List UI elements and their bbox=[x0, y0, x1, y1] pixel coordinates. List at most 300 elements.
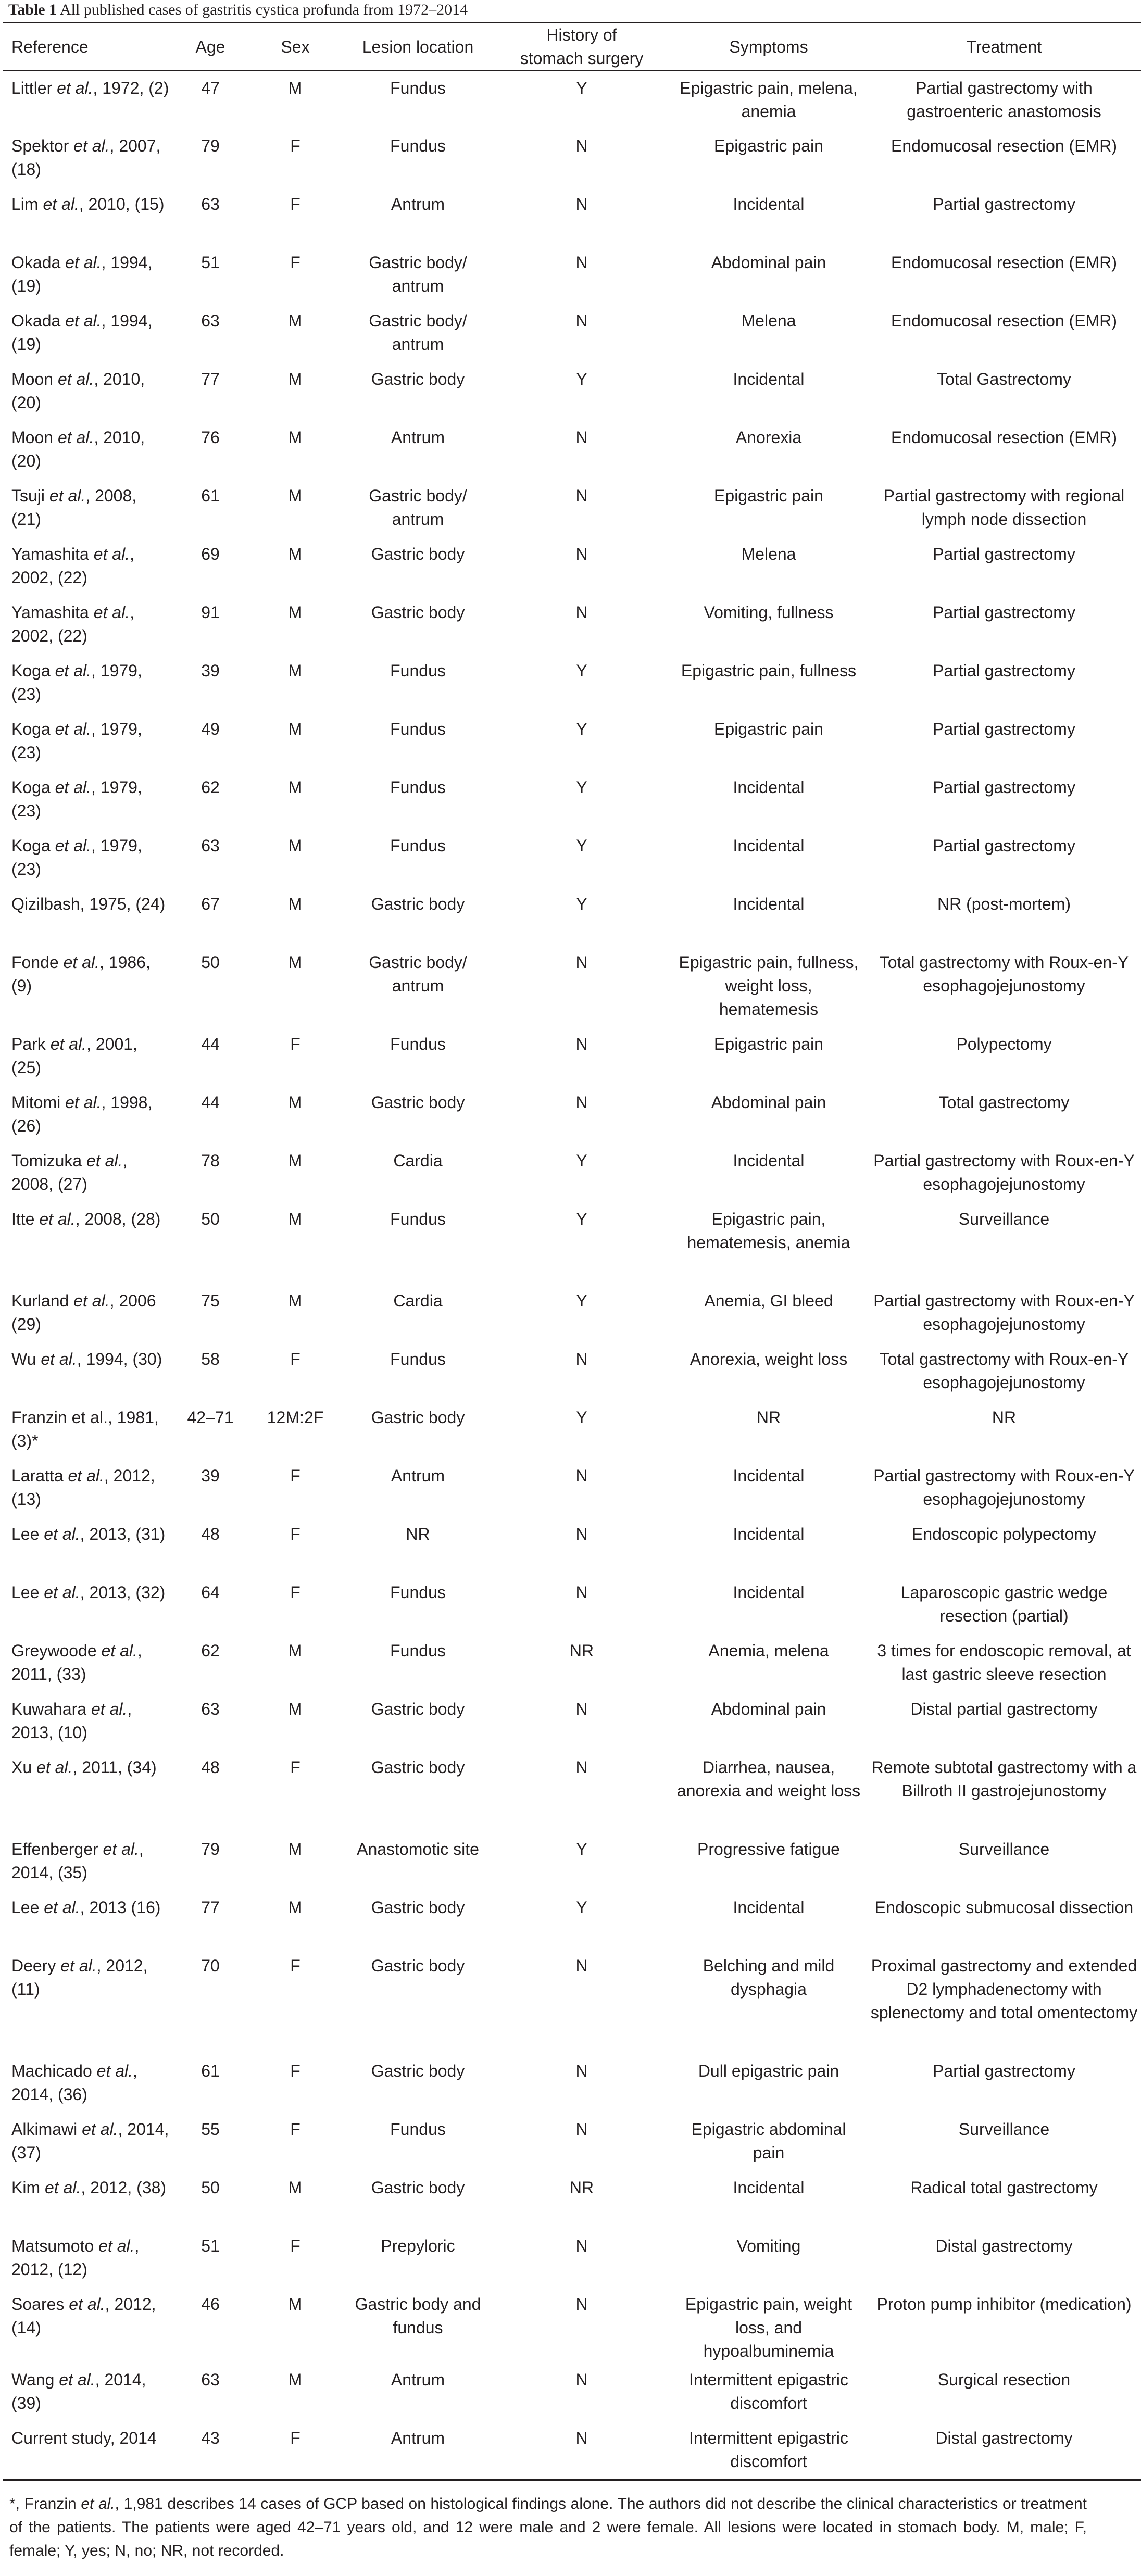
table-row bbox=[3, 421, 1141, 479]
reference-author: Kurland bbox=[11, 1291, 69, 1310]
table-title: All published cases of gastritis cystica profunda from 1972–2014 bbox=[59, 1, 468, 18]
cell-age: 63 bbox=[201, 195, 220, 213]
cell-sex: F bbox=[290, 1350, 300, 1368]
reference-etal: et al. bbox=[41, 1350, 77, 1368]
cell-symptoms: Intermittent epigastric discomfort bbox=[689, 2370, 848, 2412]
reference-citation: , 2007, (18) bbox=[11, 136, 161, 179]
reference-author: Laratta bbox=[11, 1466, 64, 1485]
cell-treatment: Surgical resection bbox=[937, 2370, 1071, 2389]
reference-author: Kuwahara bbox=[11, 1700, 87, 1718]
table-row bbox=[3, 2421, 1141, 2480]
cell-symptoms: Epigastric pain bbox=[714, 136, 823, 155]
cell-treatment: Endoscopic polypectomy bbox=[912, 1525, 1096, 1543]
cell-sex: M bbox=[288, 603, 303, 622]
table-row bbox=[3, 887, 1141, 946]
cell-age: 50 bbox=[201, 953, 220, 972]
table-row bbox=[3, 1202, 1141, 1284]
reference-author: Greywoode bbox=[11, 1641, 97, 1660]
cell-reference bbox=[3, 887, 173, 946]
reference-citation: , 2002, (22) bbox=[11, 603, 134, 645]
reference-author: Effenberger bbox=[11, 1840, 98, 1858]
cell-history: N bbox=[575, 428, 588, 447]
cell-reference bbox=[3, 1517, 173, 1576]
cell-treatment: Surveillance bbox=[958, 1840, 1050, 1858]
cell-sex: F bbox=[290, 136, 300, 155]
cell-lesion-location: Fundus bbox=[390, 2120, 446, 2139]
cell-age: 77 bbox=[201, 1898, 220, 1917]
cell-symptoms: Belching and mild dysphagia bbox=[703, 1956, 835, 1999]
cell-lesion-location: Fundus bbox=[390, 79, 446, 97]
cell-sex: M bbox=[288, 836, 303, 855]
table-row bbox=[3, 1891, 1141, 1949]
reference-author: Okada bbox=[11, 253, 61, 272]
table-row bbox=[3, 246, 1141, 304]
table-row bbox=[3, 712, 1141, 771]
reference-citation: , 2013, (10) bbox=[11, 1700, 132, 1742]
table-row bbox=[3, 596, 1141, 654]
cell-lesion-location: Gastric body bbox=[371, 1758, 465, 1777]
cell-symptoms: Incidental bbox=[733, 1583, 805, 1602]
cell-history: Y bbox=[576, 661, 587, 680]
reference-citation: , 2012, (11) bbox=[11, 1956, 148, 1999]
cell-symptoms: Incidental bbox=[733, 1151, 805, 1170]
reference-etal: et al. bbox=[65, 1093, 102, 1112]
reference-author: Yamashita bbox=[11, 603, 89, 622]
reference-etal: et al. bbox=[55, 778, 91, 797]
reference-author: Koga bbox=[11, 661, 51, 680]
cell-lesion-location: Gastric body/ antrum bbox=[369, 486, 467, 529]
cell-lesion-location: NR bbox=[406, 1525, 430, 1543]
cell-lesion-location: Fundus bbox=[390, 1641, 446, 1660]
reference-author: Itte bbox=[11, 1210, 35, 1228]
cell-lesion-location: Gastric body/ antrum bbox=[369, 311, 467, 354]
cell-reference bbox=[3, 1202, 173, 1284]
cell-treatment: Endomucosal resection (EMR) bbox=[891, 311, 1117, 330]
cell-age: 44 bbox=[201, 1093, 220, 1112]
cell-history: N bbox=[575, 2236, 588, 2255]
col-header-history-line1: History of bbox=[546, 26, 617, 44]
cell-reference bbox=[3, 2054, 173, 2113]
cell-age: 49 bbox=[201, 720, 220, 738]
cell-symptoms: Incidental bbox=[733, 2178, 805, 2197]
cell-reference bbox=[3, 1949, 173, 2054]
cell-reference bbox=[3, 1027, 173, 1086]
cell-sex: M bbox=[288, 661, 303, 680]
cell-reference bbox=[3, 1576, 173, 1634]
reference-citation: 1981, (3)* bbox=[11, 1408, 159, 1450]
cell-history: N bbox=[575, 545, 588, 563]
cell-reference bbox=[3, 712, 173, 771]
reference-etal: et al. bbox=[44, 1898, 80, 1917]
cell-lesion-location: Gastric body bbox=[371, 1956, 465, 1975]
reference-citation: , 2012, (12) bbox=[11, 2236, 140, 2279]
reference-author: Lee bbox=[11, 1583, 40, 1602]
reference-author: Matsumoto bbox=[11, 2236, 94, 2255]
cell-treatment: Partial gastrectomy bbox=[933, 2062, 1075, 2080]
reference-citation: , 2006 (29) bbox=[11, 1291, 156, 1334]
table-row bbox=[3, 362, 1141, 421]
cell-age: 62 bbox=[201, 778, 220, 797]
cell-sex: M bbox=[288, 1840, 303, 1858]
cell-history: Y bbox=[576, 1898, 587, 1917]
cell-treatment: Partial gastrectomy with Roux-en-Y esophagojejunostomy bbox=[873, 1151, 1135, 1193]
cell-history: Y bbox=[576, 895, 587, 913]
cell-history: N bbox=[575, 253, 588, 272]
cell-sex: F bbox=[290, 195, 300, 213]
reference-author: Koga bbox=[11, 836, 51, 855]
reference-author: Tsuji bbox=[11, 486, 45, 505]
reference-author: Okada bbox=[11, 311, 61, 330]
footnote-prefix: *, Franzin bbox=[9, 2495, 81, 2512]
cell-history: N bbox=[575, 195, 588, 213]
cell-reference bbox=[3, 1891, 173, 1949]
reference-etal: et al. bbox=[93, 603, 130, 622]
cell-lesion-location: Antrum bbox=[391, 195, 445, 213]
table-row bbox=[3, 2363, 1141, 2421]
reference-etal: et al. bbox=[73, 1291, 110, 1310]
cell-sex: F bbox=[290, 2062, 300, 2080]
table-row bbox=[3, 1459, 1141, 1517]
cell-lesion-location: Gastric body and fundus bbox=[355, 2295, 481, 2337]
cell-reference bbox=[3, 596, 173, 654]
table-row bbox=[3, 1086, 1141, 1144]
reference-author: Franzin et al., bbox=[11, 1408, 112, 1427]
cell-symptoms: Epigastric pain, hematemesis, anemia bbox=[687, 1210, 850, 1252]
cell-reference bbox=[3, 1086, 173, 1144]
table-row bbox=[3, 2288, 1141, 2363]
cell-reference bbox=[3, 1401, 173, 1459]
cell-treatment: Partial gastrectomy bbox=[933, 661, 1075, 680]
cell-treatment: Partial gastrectomy bbox=[933, 720, 1075, 738]
reference-etal: et al. bbox=[49, 486, 86, 505]
cell-reference bbox=[3, 771, 173, 829]
cell-treatment: Partial gastrectomy bbox=[933, 778, 1075, 797]
cell-age: 69 bbox=[201, 545, 220, 563]
cell-reference bbox=[3, 1832, 173, 1891]
cell-symptoms: Incidental bbox=[733, 1466, 805, 1485]
reference-etal: et al. bbox=[98, 2236, 135, 2255]
table-row bbox=[3, 1751, 1141, 1832]
cell-reference bbox=[3, 1692, 173, 1751]
cell-symptoms: Melena bbox=[741, 545, 796, 563]
cell-history: N bbox=[575, 1350, 588, 1368]
cell-sex: M bbox=[288, 1700, 303, 1718]
cell-age: 79 bbox=[201, 136, 220, 155]
cell-lesion-location: Antrum bbox=[391, 2429, 445, 2447]
reference-author: Spektor bbox=[11, 136, 69, 155]
cell-reference bbox=[3, 1342, 173, 1401]
reference-author: Machicado bbox=[11, 2062, 92, 2080]
cell-age: 61 bbox=[201, 486, 220, 505]
table-row bbox=[3, 479, 1141, 537]
cell-symptoms: Incidental bbox=[733, 836, 805, 855]
reference-etal: et al. bbox=[103, 1840, 139, 1858]
cell-history: Y bbox=[576, 1151, 587, 1170]
reference-citation: , 1998, (26) bbox=[11, 1093, 153, 1135]
cell-sex: F bbox=[290, 1583, 300, 1602]
cell-symptoms: Incidental bbox=[733, 1898, 805, 1917]
cell-sex: M bbox=[288, 2370, 303, 2389]
cell-history: Y bbox=[576, 1210, 587, 1228]
cell-sex: F bbox=[290, 1525, 300, 1543]
reference-etal: et al. bbox=[82, 2120, 118, 2139]
cell-symptoms: Epigastric pain bbox=[714, 1035, 823, 1053]
cell-sex: F bbox=[290, 1035, 300, 1053]
cell-reference bbox=[3, 1144, 173, 1202]
reference-author: Lee bbox=[11, 1525, 40, 1543]
cell-symptoms: Incidental bbox=[733, 370, 805, 388]
table-row bbox=[3, 304, 1141, 362]
cell-symptoms: Anorexia bbox=[735, 428, 802, 447]
cell-age: 39 bbox=[201, 1466, 220, 1485]
cell-treatment: Laparoscopic gastric wedge resection (partial) bbox=[900, 1583, 1108, 1625]
cell-treatment: Surveillance bbox=[958, 1210, 1050, 1228]
reference-citation: , 1979, (23) bbox=[11, 778, 142, 820]
table-body bbox=[3, 71, 1141, 2480]
reference-citation: , 1994, (19) bbox=[11, 253, 153, 295]
cell-sex: F bbox=[290, 2120, 300, 2139]
cell-history: Y bbox=[576, 1840, 587, 1858]
cell-lesion-location: Gastric body bbox=[371, 2062, 465, 2080]
cell-symptoms: Epigastric pain bbox=[714, 486, 823, 505]
reference-citation: , 1979, (23) bbox=[11, 836, 142, 878]
table-row bbox=[3, 187, 1141, 246]
reference-etal: et al. bbox=[63, 953, 99, 972]
reference-author: Wang bbox=[11, 2370, 55, 2389]
cell-lesion-location: Gastric body/ antrum bbox=[369, 953, 467, 995]
cell-history: Y bbox=[576, 1291, 587, 1310]
table-row bbox=[3, 129, 1141, 187]
reference-citation: , 2014, (36) bbox=[11, 2062, 137, 2104]
table-row bbox=[3, 1634, 1141, 1692]
footnote-text: , 1,981 describes 14 cases of GCP based on histological findings alone. The authors did not describe the clinical characteristics or treatment of the patients. The patients were aged 42–71 years old, and 12 were male and 2 were female. All lesions were located in stomach body. M, male; F, female; Y, yes; N, no; NR, not recorded. bbox=[9, 2495, 1087, 2559]
table-row bbox=[3, 1832, 1141, 1891]
cell-sex: M bbox=[288, 1291, 303, 1310]
reference-citation: , 2014, (35) bbox=[11, 1840, 144, 1882]
cell-symptoms: Vomiting, fullness bbox=[704, 603, 834, 622]
reference-etal: et al. bbox=[65, 253, 102, 272]
cell-age: 63 bbox=[201, 1700, 220, 1718]
cell-lesion-location: Fundus bbox=[390, 720, 446, 738]
cell-lesion-location: Anastomotic site bbox=[357, 1840, 479, 1858]
reference-citation: , 2010, (15) bbox=[79, 195, 165, 213]
cell-history: N bbox=[575, 1583, 588, 1602]
cell-symptoms: Anorexia, weight loss bbox=[689, 1350, 848, 1368]
reference-citation: , 2008, (28) bbox=[75, 1210, 161, 1228]
cell-treatment: 3 times for endoscopic removal, at last gastric sleeve resection bbox=[877, 1641, 1131, 1683]
cell-lesion-location: Fundus bbox=[390, 1210, 446, 1228]
table-row bbox=[3, 1284, 1141, 1342]
cell-treatment: Proximal gastrectomy and extended D2 lymphadenectomy with splenectomy and total omentectomy bbox=[870, 1956, 1138, 2022]
reference-etal: et al. bbox=[60, 1956, 97, 1975]
cell-symptoms: Epigastric pain, weight loss, and hypoalbuminemia bbox=[685, 2295, 852, 2360]
reference-etal: et al. bbox=[36, 1758, 73, 1777]
table-row bbox=[3, 654, 1141, 712]
cell-reference bbox=[3, 537, 173, 596]
reference-author: Qizilbash, bbox=[11, 895, 85, 913]
reference-etal: et al. bbox=[69, 2295, 105, 2314]
reference-citation: , 2010, (20) bbox=[11, 370, 145, 412]
reference-etal: et al. bbox=[57, 428, 94, 447]
reference-citation: , 2002, (22) bbox=[11, 545, 134, 587]
cell-treatment: Remote subtotal gastrectomy with a Billroth II gastrojejunostomy bbox=[871, 1758, 1137, 1800]
reference-etal: et al. bbox=[73, 136, 110, 155]
cell-sex: F bbox=[290, 253, 300, 272]
cell-age: 91 bbox=[201, 603, 220, 622]
reference-author: Tomizuka bbox=[11, 1151, 82, 1170]
cell-reference bbox=[3, 2421, 173, 2480]
cell-history: N bbox=[575, 1758, 588, 1777]
cell-sex: M bbox=[288, 720, 303, 738]
reference-author: Koga bbox=[11, 778, 51, 797]
cell-age: 42–71 bbox=[187, 1408, 234, 1427]
reference-etal: et al. bbox=[43, 195, 79, 213]
reference-etal: et al. bbox=[65, 311, 102, 330]
cell-symptoms: Abdominal pain bbox=[711, 1700, 826, 1718]
reference-etal: et al. bbox=[86, 1151, 123, 1170]
cell-lesion-location: Gastric body bbox=[371, 895, 465, 913]
col-header-age: Age bbox=[195, 37, 225, 56]
cell-history: N bbox=[575, 953, 588, 972]
reference-author: Koga bbox=[11, 720, 51, 738]
cell-treatment: Distal gastrectomy bbox=[935, 2236, 1073, 2255]
table-row bbox=[3, 1144, 1141, 1202]
col-header-treatment: Treatment bbox=[966, 37, 1042, 56]
cell-reference bbox=[3, 479, 173, 537]
reference-author: Moon bbox=[11, 370, 54, 388]
cell-symptoms: Epigastric abdominal pain bbox=[691, 2120, 846, 2162]
table-row bbox=[3, 2171, 1141, 2229]
cell-lesion-location: Gastric body bbox=[371, 545, 465, 563]
cell-age: 63 bbox=[201, 311, 220, 330]
reference-citation: , 2014, (39) bbox=[11, 2370, 146, 2412]
cell-reference bbox=[3, 2113, 173, 2171]
cell-symptoms: Incidental bbox=[733, 895, 805, 913]
cell-lesion-location: Fundus bbox=[390, 1583, 446, 1602]
col-header-symptoms: Symptoms bbox=[729, 37, 808, 56]
cell-sex: M bbox=[288, 1898, 303, 1917]
cell-symptoms: Vomiting bbox=[736, 2236, 801, 2255]
cell-treatment: Surveillance bbox=[958, 2120, 1050, 2139]
table-row bbox=[3, 946, 1141, 1027]
cell-age: 44 bbox=[201, 1035, 220, 1053]
reference-author: Moon bbox=[11, 428, 54, 447]
col-header-history-line2: stomach surgery bbox=[520, 49, 644, 68]
cell-treatment: Total gastrectomy with Roux-en-Y esophagojejunostomy bbox=[879, 1350, 1129, 1392]
table-row bbox=[3, 2054, 1141, 2113]
cell-history: N bbox=[575, 2429, 588, 2447]
reference-etal: et al. bbox=[68, 1466, 104, 1485]
cell-sex: M bbox=[288, 311, 303, 330]
cell-history: N bbox=[575, 136, 588, 155]
cell-reference bbox=[3, 2171, 173, 2229]
reference-citation: , 2012, (13) bbox=[11, 1466, 155, 1509]
cell-sex: M bbox=[288, 2178, 303, 2197]
cell-sex: M bbox=[288, 2295, 303, 2314]
cell-age: 70 bbox=[201, 1956, 220, 1975]
cell-history: Y bbox=[576, 778, 587, 797]
cell-reference bbox=[3, 421, 173, 479]
cell-reference bbox=[3, 2229, 173, 2288]
cell-treatment: Total gastrectomy with Roux-en-Y esophagojejunostomy bbox=[879, 953, 1129, 995]
reference-etal: et al. bbox=[57, 79, 93, 97]
cell-treatment: Distal partial gastrectomy bbox=[910, 1700, 1098, 1718]
reference-citation: , 2013, (31) bbox=[80, 1525, 166, 1543]
cell-lesion-location: Fundus bbox=[390, 778, 446, 797]
cell-sex: M bbox=[288, 1641, 303, 1660]
cell-age: 48 bbox=[201, 1525, 220, 1543]
cell-history: Y bbox=[576, 720, 587, 738]
cell-reference bbox=[3, 829, 173, 887]
cell-symptoms: Incidental bbox=[733, 778, 805, 797]
cell-symptoms: Abdominal pain bbox=[711, 253, 826, 272]
reference-citation: , 1972, (2) bbox=[93, 79, 169, 97]
cell-symptoms: Epigastric pain bbox=[714, 720, 823, 738]
reference-citation: 1975, (24) bbox=[84, 895, 166, 913]
cell-history: N bbox=[575, 1700, 588, 1718]
table-row bbox=[3, 71, 1141, 129]
cell-sex: M bbox=[288, 370, 303, 388]
cell-history: N bbox=[575, 1525, 588, 1543]
cell-age: 62 bbox=[201, 1641, 220, 1660]
cell-symptoms: NR bbox=[756, 1408, 781, 1427]
cell-age: 75 bbox=[201, 1291, 220, 1310]
cell-history: N bbox=[575, 1466, 588, 1485]
cell-age: 63 bbox=[201, 2370, 220, 2389]
table-row bbox=[3, 1401, 1141, 1459]
cell-treatment: Partial gastrectomy with gastroenteric anastomosis bbox=[907, 79, 1101, 121]
cell-reference bbox=[3, 1459, 173, 1517]
reference-citation: , 1994, (30) bbox=[77, 1350, 162, 1368]
table-row bbox=[3, 1342, 1141, 1401]
reference-citation: , 2010, (20) bbox=[11, 428, 145, 470]
cell-treatment: Proton pump inhibitor (medication) bbox=[876, 2295, 1132, 2314]
cell-age: 51 bbox=[201, 253, 220, 272]
cell-age: 76 bbox=[201, 428, 220, 447]
cell-history: N bbox=[575, 486, 588, 505]
cell-lesion-location: Antrum bbox=[391, 2370, 445, 2389]
cell-lesion-location: Fundus bbox=[390, 1035, 446, 1053]
cell-age: 67 bbox=[201, 895, 220, 913]
reference-etal: et al. bbox=[91, 1700, 128, 1718]
cell-age: 61 bbox=[201, 2062, 220, 2080]
cell-lesion-location: Gastric body bbox=[371, 2178, 465, 2197]
reference-etal: et al. bbox=[55, 661, 91, 680]
cell-age: 47 bbox=[201, 79, 220, 97]
table-label: Table 1 bbox=[8, 1, 57, 18]
cell-treatment: Partial gastrectomy with Roux-en-Y esophagojejunostomy bbox=[873, 1466, 1135, 1509]
cell-age: 50 bbox=[201, 2178, 220, 2197]
cell-treatment: Distal gastrectomy bbox=[935, 2429, 1073, 2447]
table-caption bbox=[3, 0, 1092, 22]
col-header-lesion-location: Lesion location bbox=[362, 37, 474, 56]
cell-history: Y bbox=[576, 1408, 587, 1427]
cell-treatment: Partial gastrectomy with regional lymph node dissection bbox=[883, 486, 1125, 529]
cell-treatment: NR bbox=[992, 1408, 1017, 1427]
cell-treatment: Partial gastrectomy bbox=[933, 545, 1075, 563]
cell-lesion-location: Fundus bbox=[390, 136, 446, 155]
reference-citation: , 2001, (25) bbox=[11, 1035, 137, 1077]
reference-author: Deery bbox=[11, 1956, 56, 1975]
col-header-history bbox=[493, 23, 670, 71]
reference-author: Lee bbox=[11, 1898, 40, 1917]
reference-etal: et al. bbox=[101, 1641, 137, 1660]
cell-sex: M bbox=[288, 428, 303, 447]
reference-etal: et al. bbox=[93, 545, 130, 563]
cell-history: Y bbox=[576, 836, 587, 855]
table-row bbox=[3, 771, 1141, 829]
reference-author: Current study, 2014 bbox=[11, 2429, 157, 2447]
